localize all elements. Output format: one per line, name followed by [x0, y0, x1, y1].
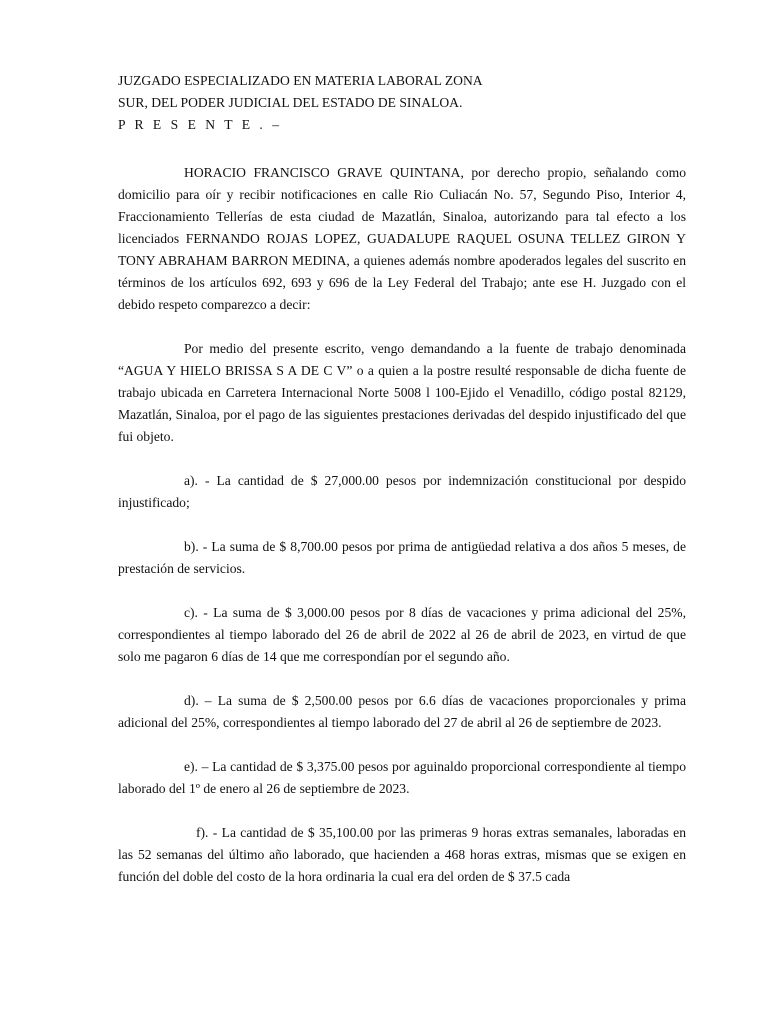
document-page	[118, 70, 686, 888]
demand-paragraph: Por medio del presente escrito, vengo demandando a la fuente de trabajo denominada “AGUA Y HIELO BRISSA S A DE C V” o a quien a la postre resulté responsable de dicha fuente de trabajo ubicada en Carretera Internacional Norte 5008 l 100-Ejido el Venadillo, código postal 82129, Mazatlán, Sinaloa, por el pago de las siguientes prestaciones derivadas del despido injustificado del que fui objeto.	[118, 341, 686, 444]
claim-item-b: b). - La suma de $ 8,700.00 pesos por prima de antigüedad relativa a dos años 5 meses, de prestación de servicios.	[118, 539, 686, 576]
court-name-line-2: SUR, DEL PODER JUDICIAL DEL ESTADO DE SINALOA.	[118, 95, 463, 110]
intro-paragraph: HORACIO FRANCISCO GRAVE QUINTANA, por derecho propio, señalando como domicilio para oír y recibir notificaciones en calle Rio Culiacán No. 57, Segundo Piso, Interior 4, Fraccionamiento Tellerías de esta ciudad de Mazatlán, Sinaloa, autorizando para tal efecto a los licenciados FERNANDO ROJAS LOPEZ, GUADALUPE RAQUEL OSUNA TELLEZ GIRON Y TONY ABRAHAM BARRON MEDINA, a quienes además nombre apoderados legales del suscrito en términos de los artículos 692, 693 y 696 de la Ley Federal del Trabajo; ante ese H. Juzgado con el debido respeto comparezco a decir:	[118, 165, 686, 312]
claim-item-d: d). – La suma de $ 2,500.00 pesos por 6.6 días de vacaciones proporcionales y prima adicional del 25%, correspondientes al tiempo laborado del 27 de abril al 26 de septiembre de 2023.	[118, 693, 686, 730]
addressee-heading	[118, 70, 686, 136]
claim-item-a: a). - La cantidad de $ 27,000.00 pesos por indemnización constitucional por despido injustificado;	[118, 473, 686, 510]
claim-item-e: e). – La cantidad de $ 3,375.00 pesos por aguinaldo proporcional correspondiente al tiempo laborado del 1º de enero al 26 de septiembre de 2023.	[118, 759, 686, 796]
court-name-line-1: JUZGADO ESPECIALIZADO EN MATERIA LABORAL ZONA	[118, 73, 483, 88]
claim-item-f: f). - La cantidad de $ 35,100.00 por las primeras 9 horas extras semanales, laboradas en las 52 semanas del último año laborado, que hacienden a 468 horas extras, mismas que se exigen en función del doble del costo de la hora ordinaria la cual era del orden de $ 37.5 cada	[118, 825, 686, 884]
presente-line: P R E S E N T E . –	[118, 117, 283, 132]
claim-item-c: c). - La suma de $ 3,000.00 pesos por 8 días de vacaciones y prima adicional del 25%, correspondientes al tiempo laborado del 26 de abril de 2022 al 26 de abril de 2023, en virtud de que solo me pagaron 6 días de 14 que me correspondían por el segundo año.	[118, 605, 686, 664]
